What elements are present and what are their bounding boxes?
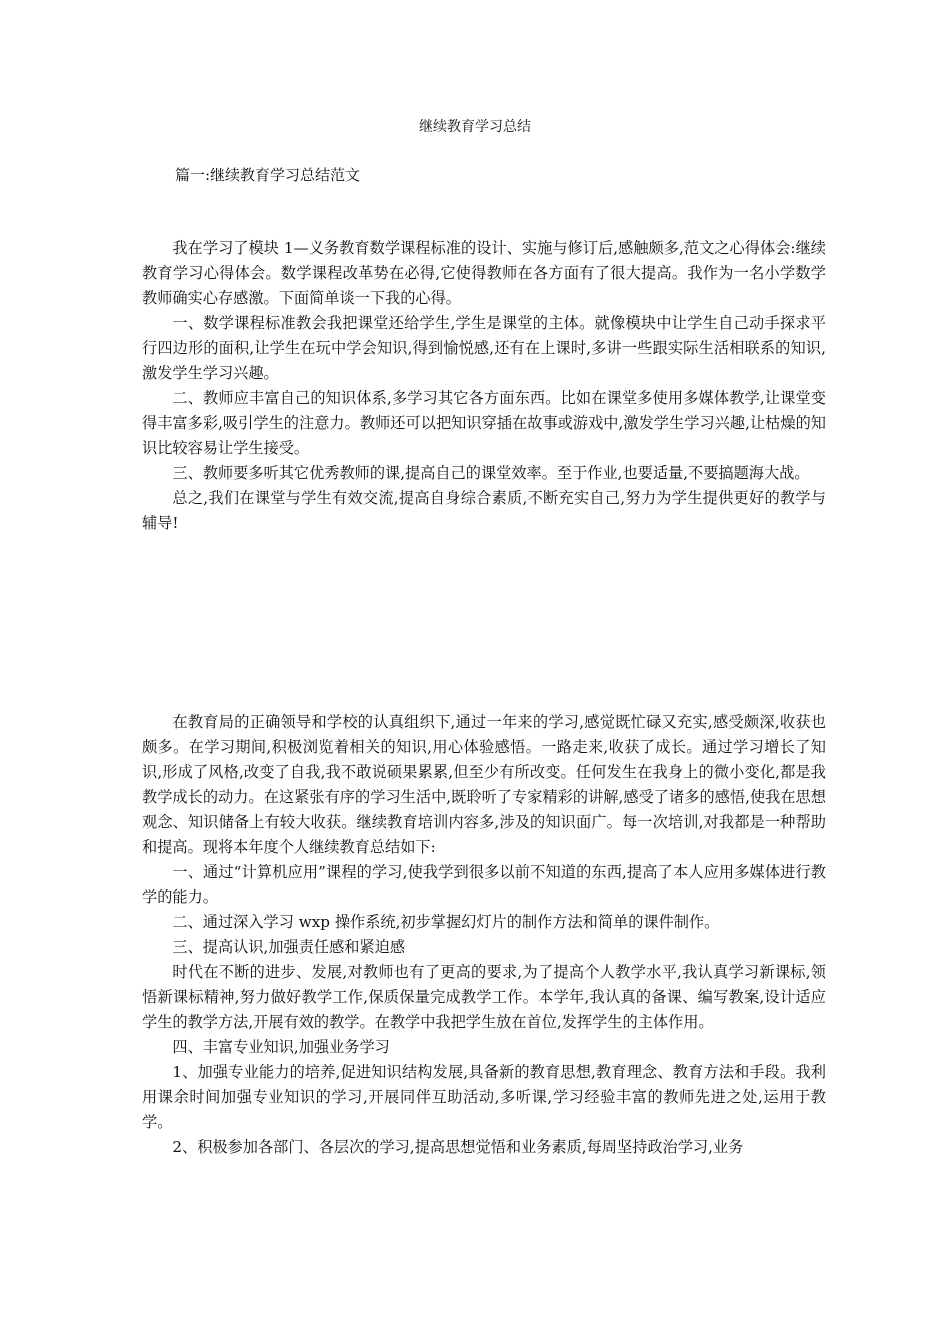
- body-text-part-2: [142, 710, 826, 1160]
- paragraph: 二、通过深入学习 wxp 操作系统,初步掌握幻灯片的制作方法和简单的课件制作。: [172, 913, 720, 931]
- paragraph: 在教育局的正确领导和学校的认真组织下,通过一年来的学习,感觉既忙碌又充实,感受颇深,收获也颇多。在学习期间,积极浏览着相关的知识,用心体验感悟。一路走来,收获了成长。通过学习增长了知识,形成了风格,改变了自我,我不敢说硕果累累,但至少有所改变。任何发生在我身上的微小变化,都是我教学成长的动力。在这紧张有序的学习生活中,既聆听了专家精彩的讲解,感受了诸多的感悟,使我在思想观念、知识储备上有较大收获。继续教育培训内容多,涉及的知识面广。每一次培训,对我都是一种帮助和提高。现将本年度个人继续教育总结如下:: [142, 713, 826, 856]
- paragraph: 时代在不断的进步、发展,对教师也有了更高的要求,为了提高个人教学水平,我认真学习新课标,领悟新课标精神,努力做好教学工作,保质保量完成教学工作。本学年,我认真的备课、编写教案,设计适应学生的教学方法,开展有效的教学。在教学中我把学生放在首位,发挥学生的主体作用。: [142, 963, 826, 1031]
- paragraph: 一、通过“计算机应用”课程的学习,使我学到很多以前不知道的东西,提高了本人应用多媒体进行教学的能力。: [142, 863, 826, 906]
- paragraph: 2、积极参加各部门、各层次的学习,提高思想觉悟和业务素质,每周坚持政治学习,业务: [172, 1138, 744, 1156]
- paragraph: 一、数学课程标准教会我把课堂还给学生,学生是课堂的主体。就像模块中让学生自己动手探求平行四边形的面积,让学生在玩中学会知识,得到愉悦感,还有在上课时,多讲一些跟实际生活相联系的知识,激发学生学习兴趣。: [142, 314, 826, 382]
- paragraph: 三、提高认识,加强责任感和紧迫感: [172, 938, 406, 956]
- paragraph: 四、丰富专业知识,加强业务学习: [172, 1038, 390, 1056]
- section-heading: 篇一:继续教育学习总结范文: [175, 166, 361, 184]
- paragraph: 总之,我们在课堂与学生有效交流,提高自身综合素质,不断充实自己,努力为学生提供更好的教学与辅导!: [142, 489, 826, 532]
- document-title: 继续教育学习总结: [419, 119, 531, 135]
- paragraph: 我在学习了模块 1—义务教育数学课程标准的设计、实施与修订后,感触颇多,范文之心得体会:继续教育学习心得体会。数学课程改革势在必得,它使得教师在各方面有了很大提高。我作为一名小学数学教师确实心存感激。下面简单谈一下我的心得。: [142, 239, 826, 307]
- paragraph: 1、加强专业能力的培养,促进知识结构发展,具备新的教育思想,教育理念、教育方法和手段。我利用课余时间加强专业知识的学习,开展同伴互助活动,多听课,学习经验丰富的教师先进之处,运用于教学。: [142, 1063, 826, 1131]
- body-text-part-1: [142, 236, 826, 536]
- paragraph: 三、教师要多听其它优秀教师的课,提高自己的课堂效率。至于作业,也要适量,不要搞题海大战。: [172, 464, 810, 482]
- paragraph: 二、教师应丰富自己的知识体系,多学习其它各方面东西。比如在课堂多使用多媒体教学,让课堂变得丰富多彩,吸引学生的注意力。教师还可以把知识穿插在故事或游戏中,激发学生学习兴趣,让枯燥的知识比较容易让学生接受。: [142, 389, 826, 457]
